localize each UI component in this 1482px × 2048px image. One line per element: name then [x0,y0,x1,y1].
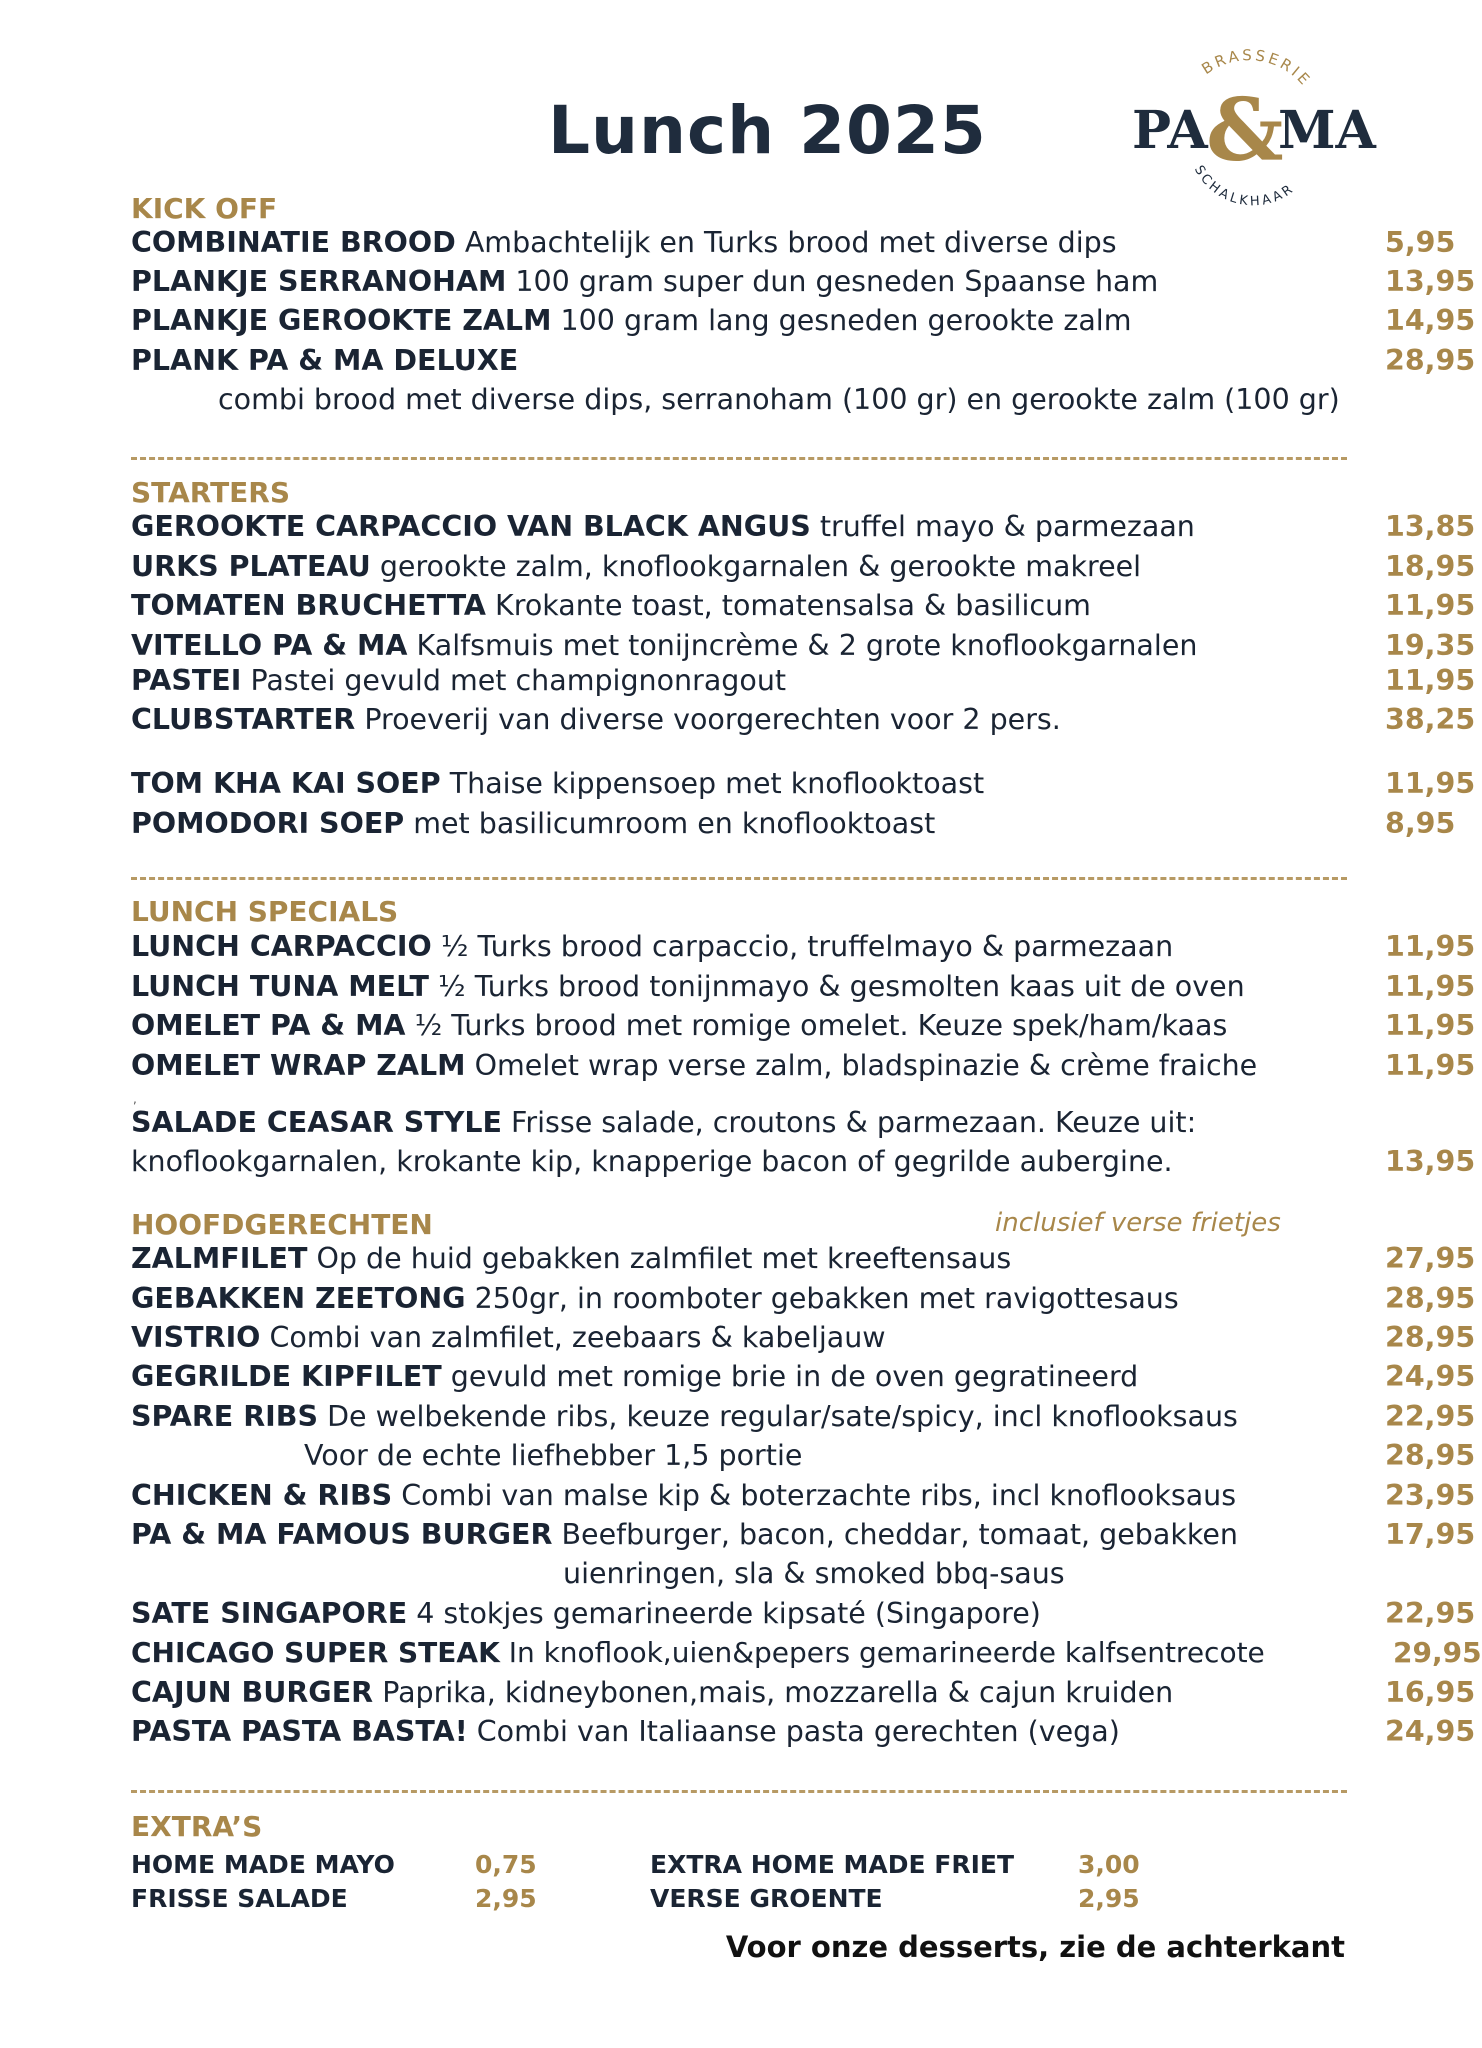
menu-item [131,1674,1476,1712]
item-name: VITELLO PA & MA [131,629,408,662]
menu-item [131,1398,1476,1436]
item-desc: met basilicumroom en knoflooktoast [413,807,936,840]
item-name: PA & MA FAMOUS BURGER [131,1518,553,1551]
item-price: 19,35 [1385,629,1476,662]
menu-item [131,765,1476,803]
item-price: 11,95 [1385,589,1476,622]
item-price: 28,95 [1385,1321,1476,1354]
item-price: 29,95 [1393,1636,1482,1669]
item-desc: Proeverij van diverse voorgerechten voor 2 pers. [364,703,1061,736]
menu-item [131,1477,1476,1515]
item-price: 13,95 [1385,265,1476,298]
item-price: 8,95 [1385,807,1456,840]
logo-left-text: PA [1132,100,1208,161]
item-desc: gevuld met romige brie in de oven gegratineerd [450,1360,1139,1393]
menu-item [131,1047,1476,1085]
item-name: GEGRILDE KIPFILET [131,1360,442,1393]
item-name: POMODORI SOEP [131,807,405,840]
menu-item [131,805,1456,843]
brasserie-logo [1110,48,1380,208]
item-desc: Omelet wrap verse zalm, bladspinazie & crème fraiche [474,1049,1258,1082]
item-desc: ½ Turks brood carpaccio, truffelmayo & parmezaan [440,930,1174,963]
item-desc: Combi van malse kip & boterzachte ribs, incl knoflooksaus [401,1479,1237,1512]
item-desc: In knoflook,uien&pepers gemarineerde kalfsentrecote [508,1636,1265,1669]
section-heading-mains: HOOFDGERECHTEN [131,1208,433,1241]
item-price: 18,95 [1385,550,1476,583]
extra-item-name: FRISSE SALADE [131,1884,348,1913]
item-desc: Kalfsmuis met tonijncrème & 2 grote knoflookgarnalen [416,629,1198,662]
item-name: PASTEI [131,664,242,697]
item-name: LUNCH CARPACCIO [131,930,432,963]
item-price: 23,95 [1385,1479,1476,1512]
item-price: 11,95 [1385,664,1476,697]
item-price: 24,95 [1385,1715,1476,1748]
menu-item [131,508,1476,546]
menu-item [131,224,1456,262]
menu-item [131,1358,1476,1396]
item-subline: knoflookgarnalen, krokante kip, knapperige bacon of gegrilde aubergine. [131,1145,1173,1178]
item-price: 13,85 [1385,510,1476,543]
item-price: 28,95 [1385,1439,1476,1472]
item-name: GEROOKTE CARPACCIO VAN BLACK ANGUS [131,510,811,543]
menu-item [131,928,1476,966]
menu-item [131,1104,1367,1142]
item-price: 16,95 [1385,1676,1476,1709]
menu-item [131,701,1476,739]
menu-item [131,1634,1482,1672]
extra-item-price: 2,95 [475,1884,537,1913]
item-price: 38,25 [1385,703,1476,736]
item-price: 28,95 [1385,1282,1476,1315]
menu-item [131,1595,1476,1633]
section-note: inclusief verse frietjes [995,1208,1281,1238]
extra-item-name: VERSE GROENTE [650,1884,883,1913]
item-desc: 100 gram super dun gesneden Spaanse ham [515,265,1159,298]
item-desc: Combi van Italiaanse pasta gerechten (vega) [476,1715,1120,1748]
menu-item [131,342,1476,380]
item-name: OMELET WRAP ZALM [131,1049,466,1082]
menu-item [131,1280,1476,1318]
menu-item [131,1240,1476,1278]
item-desc: Frisse salade, croutons & parmezaan. Keuze uit: [511,1106,1197,1139]
item-name: PLANKJE SERRANOHAM [131,265,507,298]
item-name: PASTA PASTA BASTA! [131,1715,468,1748]
stray-mark: , [133,1092,137,1106]
logo-right-text: MA [1278,100,1376,161]
item-desc: truffel mayo & parmezaan [819,510,1195,543]
item-subline: Voor de echte liefhebber 1,5 portie [304,1439,803,1472]
item-desc: Ambachtelijk en Turks brood met diverse dips [464,226,1117,259]
item-name: CHICKEN & RIBS [131,1479,393,1512]
item-desc: Thaise kippensoep met knoflooktoast [449,767,985,800]
item-desc: ½ Turks brood tonijnmayo & gesmolten kaas uit de oven [438,970,1245,1003]
item-desc: Op de huid gebakken zalmfilet met kreeftensaus [316,1242,1012,1275]
menu-item [131,263,1476,301]
page-title: Lunch 2025 [548,92,987,169]
item-name: LUNCH TUNA MELT [131,970,429,1003]
item-desc: Combi van zalmfilet, zeebaars & kabeljauw [269,1321,886,1354]
item-name: OMELET PA & MA [131,1009,406,1042]
menu-item [131,1143,1476,1181]
item-name: URKS PLATEAU [131,550,371,583]
item-price: 22,95 [1385,1400,1476,1433]
divider [131,457,1347,460]
logo-ampersand: & [1206,80,1284,181]
menu-item [131,1713,1476,1751]
item-price: 24,95 [1385,1360,1476,1393]
menu-item [131,1007,1476,1045]
item-name: TOMATEN BRUCHETTA [131,589,486,622]
logo-bottom-text: SCHALKHAAR [1190,163,1298,208]
menu-item [131,1437,1476,1475]
item-price: 5,95 [1385,226,1456,259]
item-subline: uienringen, sla & smoked bbq-saus [563,1557,1065,1590]
item-name: SALADE CEASAR STYLE [131,1106,502,1139]
item-desc: Krokante toast, tomatensalsa & basilicum [495,589,1091,622]
item-price: 11,95 [1385,767,1476,800]
menu-item [131,548,1476,586]
item-price: 11,95 [1385,970,1476,1003]
item-name: PLANKJE GEROOKTE ZALM [131,304,552,337]
divider [131,1790,1347,1793]
section-heading-starters: STARTERS [131,476,291,509]
item-name: GEBAKKEN ZEETONG [131,1282,466,1315]
extra-item-name: HOME MADE MAYO [131,1850,395,1879]
item-desc: 100 gram lang gesneden gerookte zalm [560,304,1132,337]
item-name: VISTRIO [131,1321,261,1354]
item-desc: De welbekende ribs, keuze regular/sate/spicy, incl knoflooksaus [327,1400,1238,1433]
item-name: COMBINATIE BROOD [131,226,456,259]
menu-item [131,627,1476,665]
item-name: CLUBSTARTER [131,703,356,736]
item-price: 28,95 [1385,344,1476,377]
item-name: ZALMFILET [131,1242,308,1275]
item-price: 11,95 [1385,930,1476,963]
item-subline: combi brood met diverse dips, serranoham (100 gr) en gerookte zalm (100 gr) [218,383,1340,416]
logo-top-text: BRASSERIE [1198,48,1316,91]
item-price: 22,95 [1385,1597,1476,1630]
item-price: 11,95 [1385,1049,1476,1082]
menu-item [131,587,1476,625]
menu-item [131,968,1476,1006]
item-desc: ½ Turks brood met romige omelet. Keuze spek/ham/kaas [414,1009,1228,1042]
extra-item-price: 0,75 [475,1850,537,1879]
item-price: 13,95 [1385,1145,1476,1178]
item-name: CAJUN BURGER [131,1676,374,1709]
menu-item [131,1319,1476,1357]
item-price: 27,95 [1385,1242,1476,1275]
section-heading-extras: EXTRA’S [131,1810,263,1843]
section-heading-specials: LUNCH SPECIALS [131,895,399,928]
item-price: 11,95 [1385,1009,1476,1042]
item-desc: 4 stokjes gemarineerde kipsaté (Singapore) [416,1597,1041,1630]
footer-note: Voor onze desserts, zie de achterkant [725,1930,1345,1964]
item-name: CHICAGO SUPER STEAK [131,1636,500,1669]
extra-item-price: 2,95 [1078,1884,1140,1913]
item-price: 17,95 [1385,1518,1476,1551]
menu-item [131,1516,1476,1554]
menu-item [131,662,1476,700]
item-name: SATE SINGAPORE [131,1597,408,1630]
item-name: SPARE RIBS [131,1400,318,1433]
item-name: PLANK PA & MA DELUXE [131,344,519,377]
item-desc: gerookte zalm, knoflookgarnalen & gerookte makreel [379,550,1142,583]
item-price: 14,95 [1385,304,1476,337]
extra-item-price: 3,00 [1078,1850,1140,1879]
item-desc: Beefburger, bacon, cheddar, tomaat, gebakken [561,1518,1238,1551]
item-desc: Pastei gevuld met champignonragout [250,664,787,697]
item-desc: 250gr, in roomboter gebakken met ravigottesaus [474,1282,1179,1315]
item-name: TOM KHA KAI SOEP [131,767,441,800]
divider [131,877,1347,880]
menu-item [131,302,1476,340]
item-desc: Paprika, kidneybonen,mais, mozzarella & cajun kruiden [382,1676,1174,1709]
extra-item-name: EXTRA HOME MADE FRIET [650,1850,1015,1879]
section-heading-kickoff: KICK OFF [131,192,278,225]
